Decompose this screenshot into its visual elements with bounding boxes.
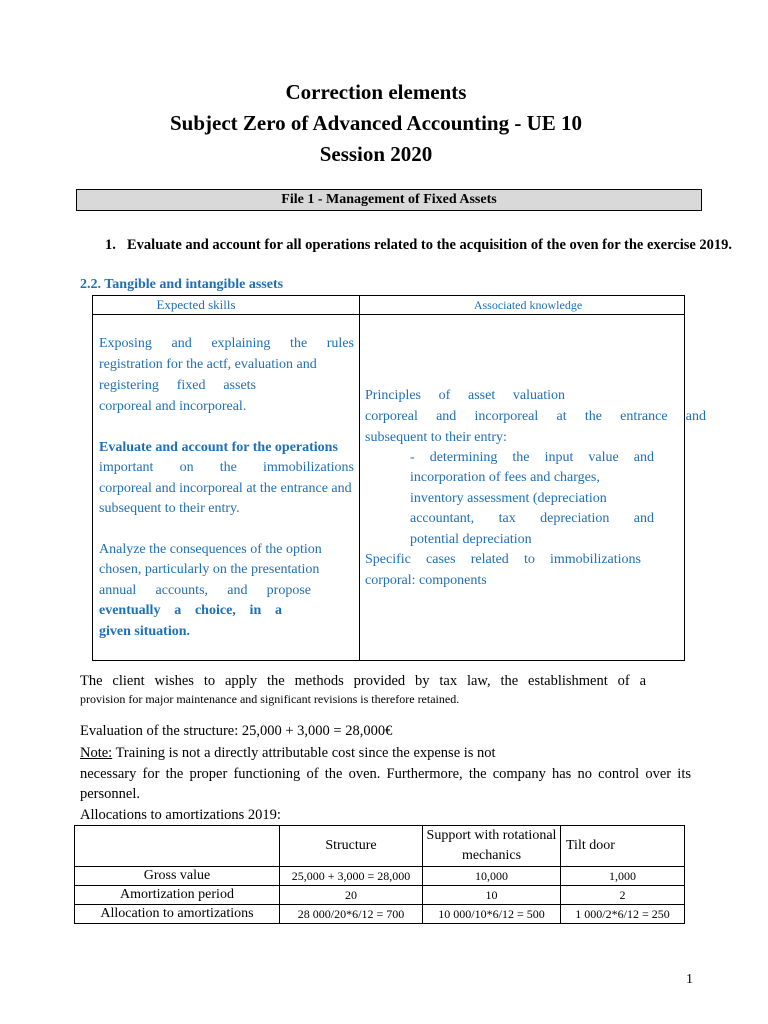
note-label: Note:	[80, 745, 113, 761]
client-paragraph: The client wishes to apply the methods provided by tax law, the establishment of a	[80, 673, 646, 689]
skill-line: subsequent to their entry.	[99, 501, 240, 516]
section-heading: 2.2. Tangible and intangible assets	[80, 277, 284, 292]
knowledge-line: Principles of asset valuation	[365, 388, 565, 403]
table-row	[75, 905, 685, 924]
table-header-cell: Support with rotational mechanics	[423, 826, 561, 867]
question-1	[105, 235, 742, 256]
table-header-cell	[75, 826, 280, 867]
knowledge-subline: potential depreciation	[410, 532, 532, 547]
page-title: Correction elements	[285, 80, 467, 104]
skill-line: registering fixed assets	[99, 378, 256, 393]
skill-line-bold: given situation.	[99, 624, 191, 639]
session-label: Session 2020	[319, 142, 433, 166]
table-cell: Gross value	[75, 867, 280, 886]
skill-line: chosen, particularly on the presentation	[99, 562, 320, 577]
file-banner: File 1 - Management of Fixed Assets	[76, 189, 702, 211]
knowledge-subline: inventory assessment (depreciation	[410, 491, 607, 506]
skill-line-bold: Evaluate and account for the operations	[99, 440, 338, 455]
allocations-title: Allocations to amortizations 2019:	[80, 807, 281, 823]
note-line	[80, 743, 496, 763]
amortization-table	[74, 825, 685, 924]
knowledge-line: Specific cases related to immobilizations	[365, 552, 641, 567]
table-cell: 1 000/2*6/12 = 250	[561, 905, 685, 924]
table-header-cell: Structure	[280, 826, 423, 867]
skill-line: corporeal and incorporeal at the entrance and	[99, 481, 352, 496]
knowledge-line: subsequent to their entry:	[365, 430, 507, 445]
page-number: 1	[686, 972, 693, 987]
question-text: Evaluate and account for all operations related to the acquisition of the oven for the exercise 2019.	[127, 237, 733, 253]
table-cell: 10,000	[423, 867, 561, 886]
knowledge-line: corporal: components	[365, 573, 487, 588]
associated-knowledge-header: Associated knowledge	[473, 298, 583, 312]
knowledge-subline: - determining the input value and	[410, 450, 654, 465]
table-cell: Amortization period	[75, 886, 280, 905]
skill-line: annual accounts, and propose	[99, 583, 311, 598]
table-cell: 2	[561, 886, 685, 905]
skill-line: important on the immobilizations	[99, 460, 354, 475]
table-header-cell: Tilt door	[561, 826, 685, 867]
knowledge-line: corporeal and incorporeal at the entrance and	[365, 409, 706, 424]
skill-line-bold: eventually a choice, in a	[99, 603, 282, 618]
table-cell: 25,000 + 3,000 = 28,000	[280, 867, 423, 886]
skill-line: Analyze the consequences of the option	[99, 542, 322, 557]
expected-skills-header: Expected skills	[156, 297, 236, 312]
page-subtitle: Subject Zero of Advanced Accounting - UE 10	[169, 111, 583, 135]
skill-line: Exposing and explaining the rules	[99, 336, 354, 351]
table-row	[75, 886, 685, 905]
note-continuation: necessary for the proper functioning of the oven. Furthermore, the company has no control over its personnel.	[80, 766, 691, 802]
knowledge-subline: accountant, tax depreciation and	[410, 511, 654, 526]
table-cell: 1,000	[561, 867, 685, 886]
knowledge-subline: incorporation of fees and charges,	[410, 470, 600, 485]
question-number: 1.	[105, 237, 116, 253]
note-text: Training is not a directly attributable cost since the expense is not	[112, 745, 496, 761]
table-cell: 20	[280, 886, 423, 905]
table-row	[75, 867, 685, 886]
table-cell: Allocation to amortizations	[75, 905, 280, 924]
provision-line: provision for major maintenance and significant revisions is therefore retained.	[80, 692, 460, 706]
skill-line: registration for the actf, evaluation and	[99, 357, 317, 372]
table-cell: 10 000/10*6/12 = 500	[423, 905, 561, 924]
evaluation-line: Evaluation of the structure: 25,000 + 3,000 = 28,000€	[80, 723, 393, 739]
skill-line: corporeal and incorporeal.	[99, 399, 247, 414]
table-cell: 10	[423, 886, 561, 905]
table-cell: 28 000/20*6/12 = 700	[280, 905, 423, 924]
